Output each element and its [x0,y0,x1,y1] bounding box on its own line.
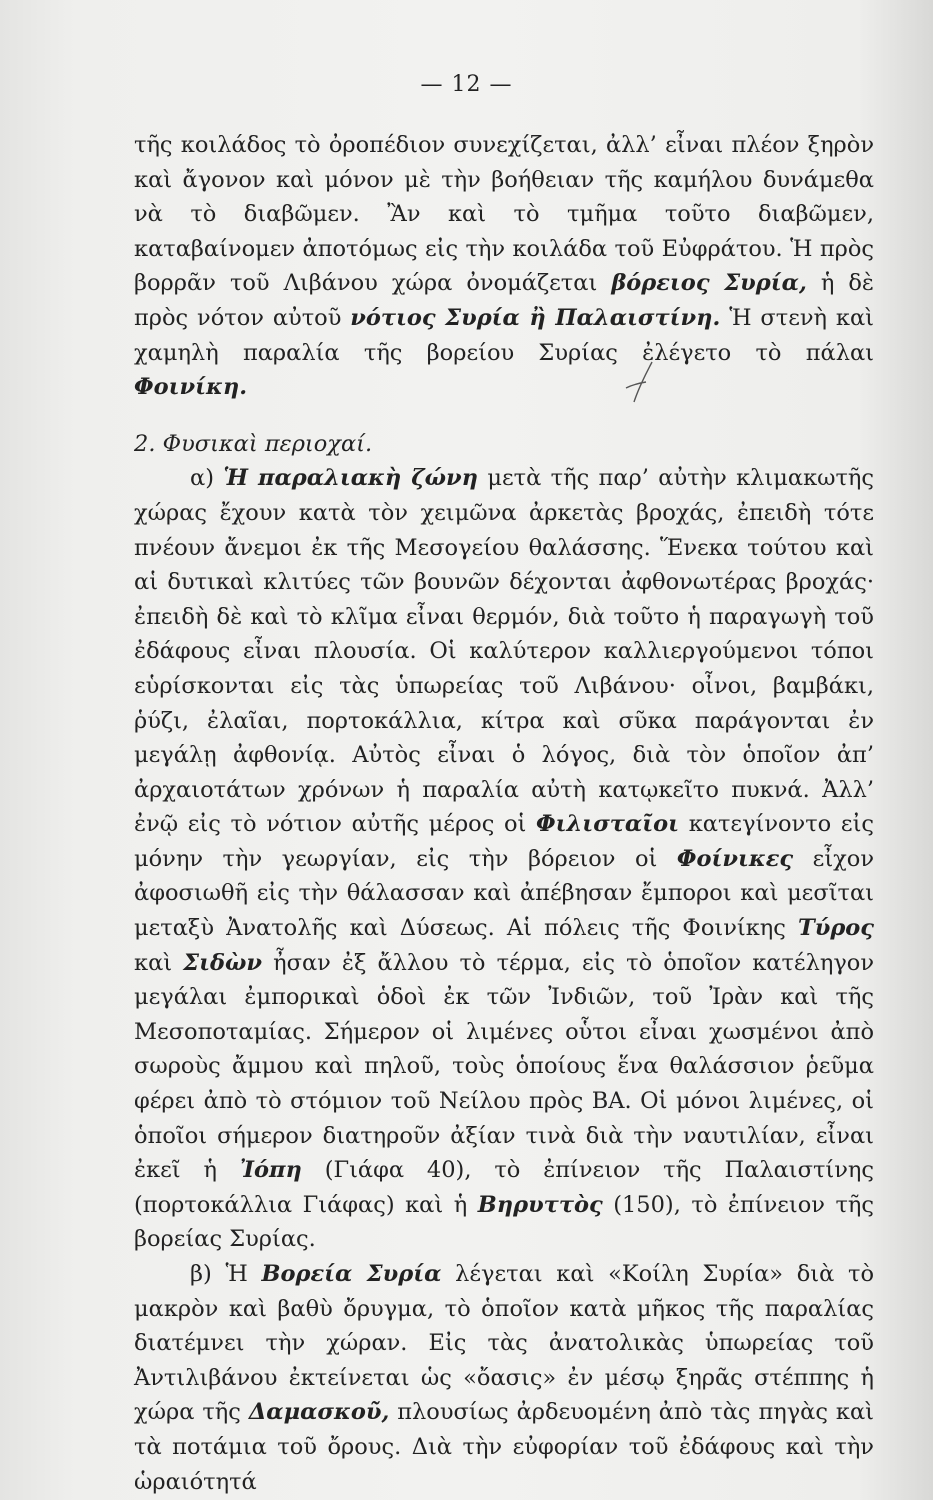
paragraph-1 [134,128,874,405]
text-run: β) Ἡ [190,1261,262,1287]
text-run: μετὰ τῆς παρ’ αὐτὴν κλιμακωτῆς χώρας ἔχουν κατὰ τὸν χειμῶνα ἀρκετὰς βροχάς, ἐπειδὴ τότε πνέουν ἄνεμοι ἐκ τῆς Μεσογείου θαλάσσης. Ἕνεκα τούτου καὶ αἱ δυτικαὶ κλιτύες τῶν βουνῶν δέχονται ἀφθονωτέρας βροχάς· ἐπειδὴ δὲ καὶ τὸ κλῖμα εἶναι θερμόν, διὰ τοῦτο ἡ παραγωγὴ τοῦ ἐδάφους εἶναι πλουσία. Οἱ καλύτερον καλλιεργούμενοι τόποι εὑρίσκονται εἰς τὰς ὑπωρείας τοῦ Λιβάνου· οἶνοι, βαμβάκι, ῥύζι, ἐλαῖαι, πορτοκάλλια, κίτρα καὶ σῦκα παράγονται ἐν μεγάλῃ ἀφθονίᾳ. Αὐτὸς εἶναι ὁ λόγος, διὰ τὸν ὁποῖον ἀπ’ ἀρχαιοτάτων χρόνων ἡ παραλία αὐτὴ κατῳκεῖτο πυκνά. Ἀλλ’ ἐνῷ εἰς τὸ νότιον αὐτῆς μέρος οἱ [134,465,875,838]
text-run: (150), τὸ ἐπίνειον τῆς βορείας Συρίας. [134,1191,874,1253]
bold-term: Ἡ παραλιακὴ ζώνη [223,465,479,492]
paragraph-2 [134,461,874,1257]
bold-term: Φοίνικες [676,845,794,872]
text-run: ἡ δὲ πρὸς νότον αὐτοῦ [134,270,874,331]
spacer [134,405,874,427]
text-run: τῆς κοιλάδος τὸ ὀροπέδιον συνεχίζεται, ἀλλ’ εἶναι πλέον ξηρὸν καὶ ἄγονον καὶ μόνον μὲ τὴν βοήθειαν τῆς καμήλου δυνάμεθα νὰ τὸ διαβῶμεν. Ἂν καὶ τὸ τμῆμα τοῦτο διαβῶμεν, καταβαίνομεν ἀποτόμως εἰς τὴν κοιλάδα τοῦ Εὐφράτου. Ἡ πρὸς βορρᾶν τοῦ Λιβάνου χώρα ὀνομάζεται [134,132,874,297]
text-run: λέγεται καὶ «Κοίλη Συρία» διὰ τὸ μακρὸν καὶ βαθὺ ὄρυγμα, τὸ ὁποῖον κατὰ μῆκος τῆς παραλίας διατέμνει τὴν χώραν. Εἰς τὰς ἀνατολικὰς ὑπωρείας τοῦ Ἀντιλιβάνου ἐκτείνεται ὡς «ὄασις» ἐν μέσῳ ξηρᾶς στέππης ἡ χώρα τῆς [134,1261,874,1426]
bold-term: βόρειος Συρία, [611,270,807,297]
section-heading: 2. Φυσικαὶ περιοχαί. [134,430,373,457]
text-run: πλουσίως ἀρδευομένη ἀπὸ τὰς πηγὰς καὶ τὰ ποτάμια τοῦ ὄρους. Διὰ τὴν εὐφορίαν τοῦ ἐδάφους καὶ τὴν ὡραιότητά [134,1399,874,1495]
text-run: εἶχον ἀφοσιωθῆ εἰς τὴν θάλασσαν καὶ ἀπέβησαν ἔμποροι καὶ μεσῖται μεταξὺ Ἀνατολῆς καὶ Δύσεως. Αἱ πόλεις τῆς Φοινίκης [134,845,874,942]
text-run: Ἡ στενὴ καὶ χαμηλὴ παραλία τῆς βορείου Συρίας ἐλέγετο τὸ πάλαι [134,304,875,366]
pencil-mark [622,358,662,408]
text-run: (Γιάφα 40), τὸ ἐπίνειον τῆς Παλαιστίνης (πορτοκάλλια Γιάφας) καὶ ἡ [134,1157,874,1218]
text-run: κατεγίνοντο εἰς μόνην τὴν γεωργίαν, εἰς τὴν βόρειον οἱ [134,811,874,872]
bold-term: νότιος Συρία ἢ Παλαιστίνη. [350,304,721,331]
bold-term: Ἰόπη [239,1157,302,1184]
bold-term: Φοινίκη. [134,374,248,401]
text-run: α) [190,465,224,492]
page-number: — 12 — [420,72,513,97]
bold-term: Βορεία Συρία [261,1261,442,1287]
paragraph-3 [134,1257,874,1499]
bold-term: Σιδὼν [183,949,263,976]
text-run: καὶ [134,949,184,976]
body-text [134,128,874,1499]
bold-term: Φιλισταῖοι [536,811,680,838]
bold-term: Δαμασκοῦ, [248,1399,390,1426]
bold-term: Τύρος [797,915,874,942]
bold-term: Βηρυττὸς [477,1191,603,1218]
text-run: ἦσαν ἐξ ἄλλου τὸ τέρμα, εἰς τὸ ὁποῖον κατέληγον μεγάλαι ἐμπορικαὶ ὁδοὶ ἐκ τῶν Ἰνδιῶν, τοῦ Ἰρὰν καὶ τῆς Μεσοποταμίας. Σήμερον οἱ λιμένες οὗτοι εἶναι χωσμένοι ἀπὸ σωροὺς ἄμμου καὶ πηλοῦ, τοὺς ὁποίους ἕνα θαλάσσιον ῥεῦμα φέρει ἀπὸ τὸ στόμιον τοῦ Νείλου πρὸς ΒΑ. Οἱ μόνοι λιμένες, οἱ ὁποῖοι σήμερον διατηροῦν ἀξίαν τινὰ διὰ τὴν ναυτιλίαν, εἶναι ἐκεῖ ἡ [134,949,874,1184]
